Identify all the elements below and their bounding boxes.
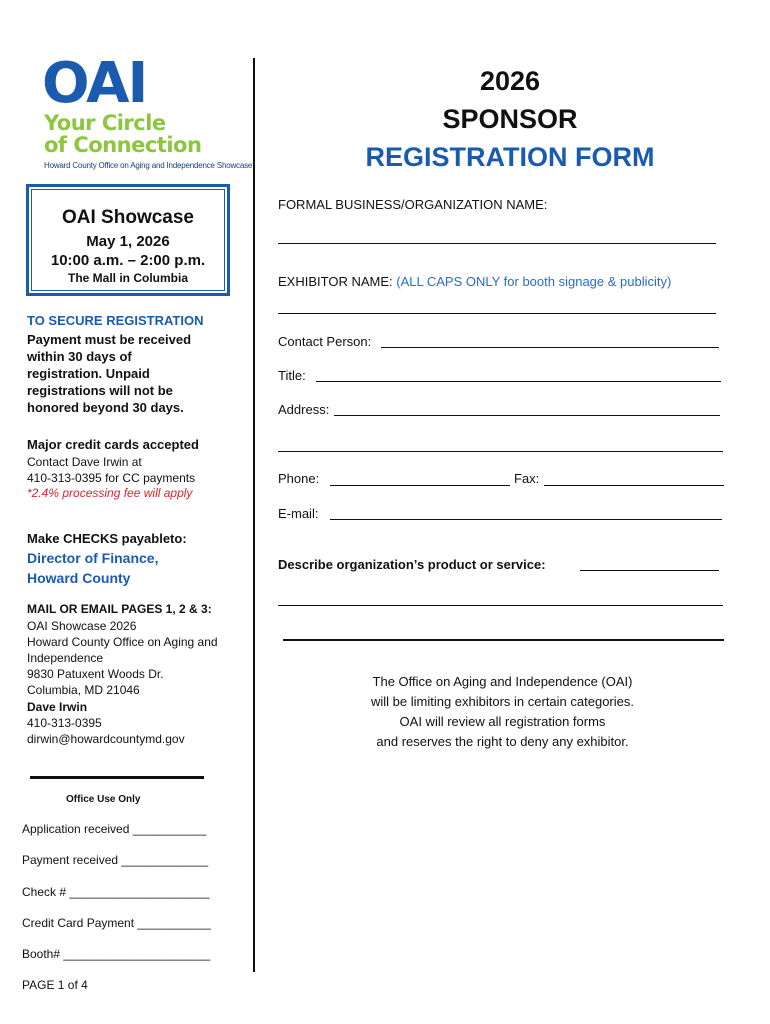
- describe-product-field-line3[interactable]: [283, 639, 724, 641]
- checks-payee-line1: Director of Finance,: [27, 550, 159, 566]
- describe-product-label: Describe organization’s product or service:: [278, 557, 546, 572]
- credit-contact-line1: Contact Dave Irwin at: [27, 455, 142, 469]
- mail-line: OAI Showcase 2026: [27, 619, 137, 633]
- office-payment-received: Payment received _____________: [22, 853, 209, 867]
- fax-field[interactable]: [544, 485, 724, 486]
- exhibitor-name-label-text: EXHIBITOR NAME:: [278, 274, 393, 289]
- mail-line: Columbia, MD 21046: [27, 683, 140, 697]
- address-field-line1[interactable]: [334, 415, 720, 416]
- mail-contact-email: dirwin@howardcountymd.gov: [27, 732, 185, 746]
- page-number: PAGE 1 of 4: [22, 978, 88, 992]
- logo-subtitle: Howard County Office on Aging and Independence Showcase: [44, 161, 253, 170]
- showcase-info-box: [26, 184, 230, 296]
- oai-exhibitor-notice: [330, 672, 675, 752]
- checks-heading: Make CHECKS payableto:: [27, 531, 187, 546]
- notice-line: OAI will review all registration forms: [399, 714, 606, 729]
- secure-line: within 30 days of: [27, 349, 132, 364]
- business-name-field[interactable]: [278, 243, 716, 244]
- office-use-heading: Office Use Only: [66, 794, 141, 805]
- email-field[interactable]: [330, 519, 722, 520]
- showcase-venue: The Mall in Columbia: [67, 271, 188, 285]
- fax-label: Fax:: [514, 471, 540, 486]
- phone-label: Phone:: [278, 471, 320, 486]
- contact-person-field[interactable]: [381, 347, 719, 348]
- form-title-registration: REGISTRATION FORM: [365, 142, 655, 172]
- mail-line: 9830 Patuxent Woods Dr.: [27, 667, 164, 681]
- notice-line: and reserves the right to deny any exhibitor.: [376, 734, 629, 749]
- exhibitor-caps-note: (ALL CAPS ONLY for booth signage & publicity): [396, 274, 672, 289]
- secure-line: registration. Unpaid: [27, 366, 150, 381]
- mail-contact-phone: 410-313-0395: [27, 716, 102, 730]
- mail-heading: MAIL OR EMAIL PAGES 1, 2 & 3:: [27, 602, 212, 616]
- form-title-sponsor: SPONSOR: [442, 104, 578, 134]
- notice-line: will be limiting exhibitors in certain categories.: [370, 694, 634, 709]
- column-divider: [253, 58, 255, 972]
- showcase-time: 10:00 a.m. – 2:00 p.m.: [50, 252, 206, 269]
- office-check-number: Check # _____________________: [22, 885, 210, 899]
- secure-line: honored beyond 30 days.: [27, 400, 184, 415]
- describe-product-field-line1[interactable]: [580, 570, 719, 571]
- oai-logo: [42, 51, 253, 175]
- address-field-line2[interactable]: [278, 451, 723, 452]
- secure-registration-heading: TO SECURE REGISTRATION: [27, 313, 204, 328]
- address-label: Address:: [278, 402, 330, 417]
- mail-line: Howard County Office on Aging and: [27, 635, 218, 649]
- title-field[interactable]: [316, 381, 721, 382]
- credit-contact-line2: 410-313-0395 for CC payments: [27, 471, 196, 485]
- credit-cards-heading: Major credit cards accepted: [27, 437, 199, 452]
- office-use-divider: [30, 776, 204, 779]
- exhibitor-name-label: [278, 274, 671, 289]
- describe-product-field-line2[interactable]: [278, 605, 723, 606]
- office-application-received: Application received ___________: [22, 822, 207, 836]
- contact-person-label: Contact Person:: [278, 334, 372, 349]
- showcase-date: May 1, 2026: [86, 233, 170, 250]
- exhibitor-name-field[interactable]: [278, 313, 716, 314]
- logo-tagline-line1: Your Circle: [44, 111, 166, 135]
- processing-fee-note: *2.4% processing fee will apply: [27, 486, 193, 500]
- title-label: Title:: [278, 368, 306, 383]
- business-name-label: FORMAL BUSINESS/ORGANIZATION NAME:: [278, 197, 548, 212]
- mail-line: Independence: [27, 651, 104, 665]
- mail-contact-name: Dave Irwin: [27, 700, 88, 714]
- email-label: E-mail:: [278, 506, 319, 521]
- form-title-year: 2026: [479, 66, 541, 96]
- logo-brand: OAI: [42, 51, 147, 116]
- logo-tagline-line2: of Connection: [44, 133, 202, 157]
- secure-line: Payment must be received: [27, 332, 192, 347]
- notice-line: The Office on Aging and Independence (OAI): [372, 674, 633, 689]
- secure-line: registrations will not be: [27, 383, 173, 398]
- office-booth-number: Booth# ______________________: [22, 947, 211, 961]
- office-credit-card-payment: Credit Card Payment ___________: [22, 916, 211, 930]
- checks-payee-line2: Howard County: [27, 570, 131, 586]
- secure-registration-text: [27, 331, 242, 416]
- showcase-title: OAI Showcase: [62, 207, 194, 228]
- mail-address: [27, 618, 242, 698]
- phone-field[interactable]: [330, 485, 510, 486]
